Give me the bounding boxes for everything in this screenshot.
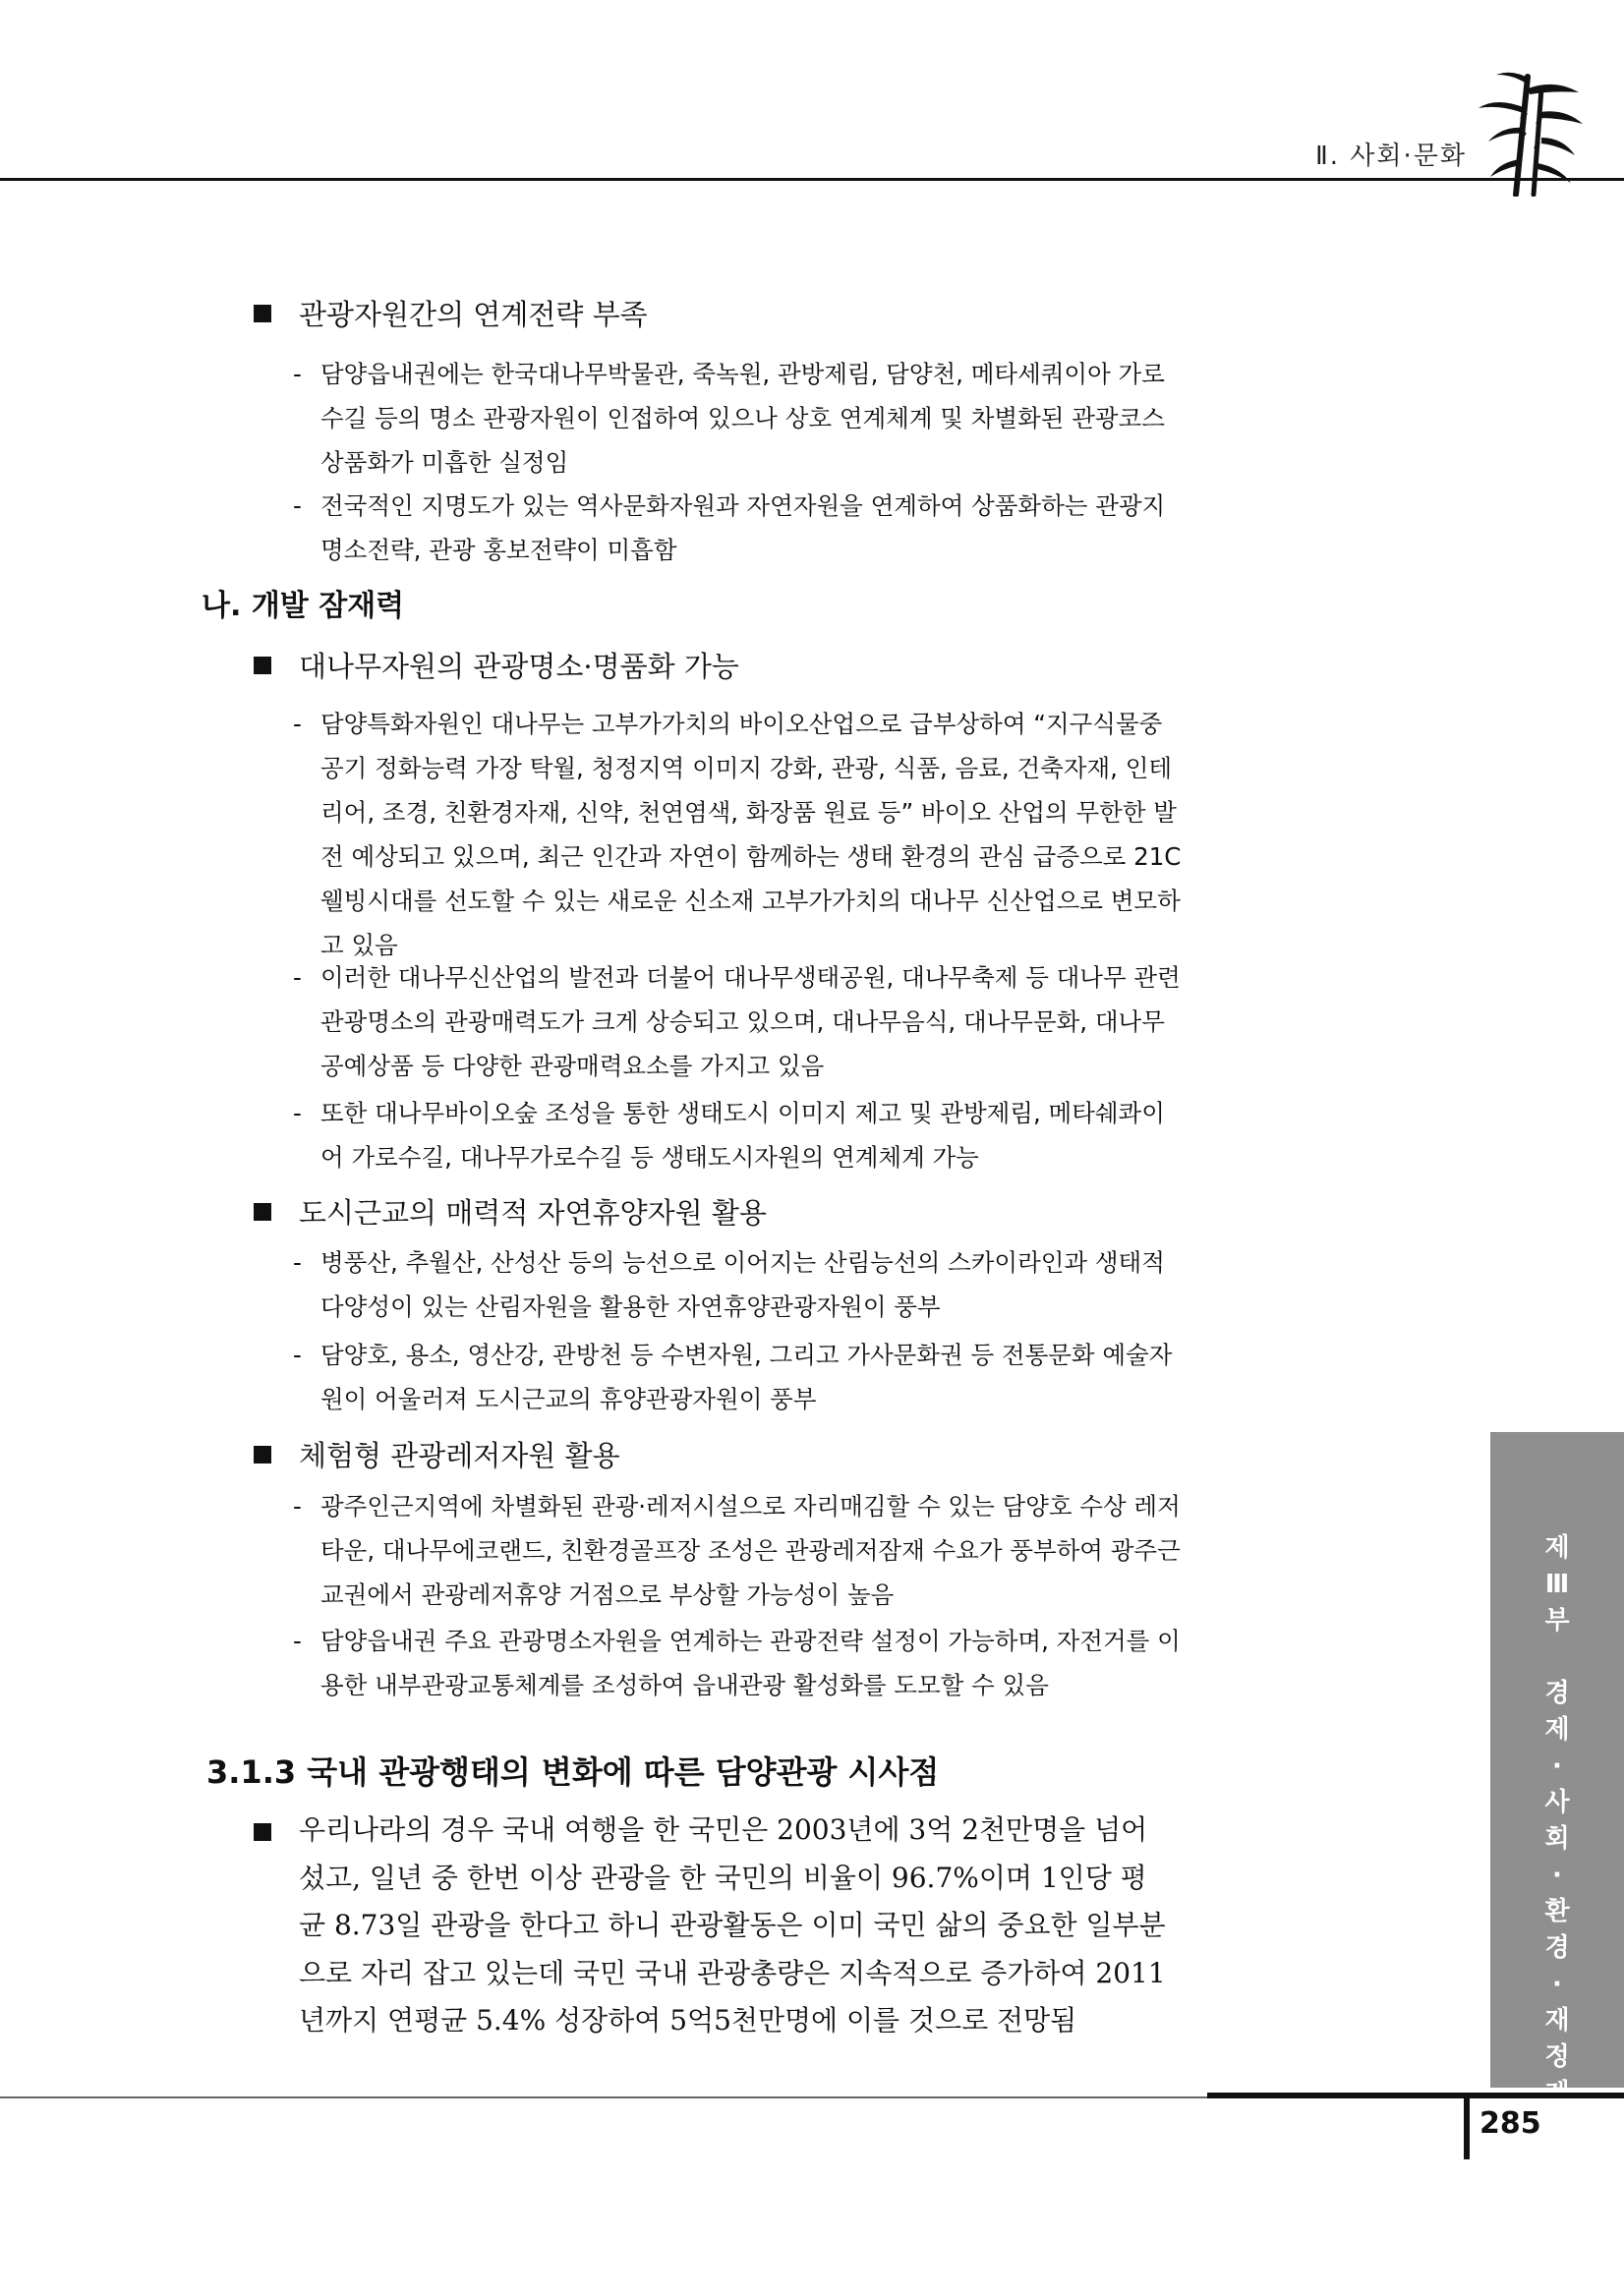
dash-item-3: - 담양특화자원인 대나무는 고부가가치의 바이오산업으로 급부상하여 “지구식물중 공기 정화능력 가장 탁월, 청정지역 이미지 강화, 관광, 식품, 음료, 건축자재, 인테리어, 조경, 친환경자재, 신약, 천연염색, 화장품 원료 등” 바이오 산업의 무한한 발전 예상되고 있으며, 최근 인간과 자연이 함께하는 생태 환경의 관심 급증으로 21C 웰빙시대를 선도할 수 있는 새로운 신소재 고부가가치의 대나무 신산업으로 변모하고 있음 <box>293 710 1182 959</box>
section-heading: 나. 개발 잠재력 <box>202 589 405 623</box>
bullet-heading-4: 체험형 관광레저자원 활용 <box>254 1434 620 1474</box>
bullet-heading-3: 도시근교의 매력적 자연휴양자원 활용 <box>254 1191 767 1232</box>
dash-item-5: - 또한 대나무바이오숲 조성을 통한 생태도시 이미지 제고 및 관방제림, 메타쉐콰이어 가로수길, 대나무가로수길 등 생태도시자원의 연계체계 가능 <box>293 1099 1165 1172</box>
bullet-heading-2: 대나무자원의 관광명소·명품화 가능 <box>254 645 739 685</box>
page-number-divider <box>1464 2093 1470 2159</box>
square-bullet-icon <box>254 305 271 322</box>
dash-item-8: - 광주인근지역에 차별화된 관광·레저시설으로 자리매김할 수 있는 담양호 수상 레저타운, 대나무에코랜드, 친환경골프장 조성은 관광레저잠재 수요가 풍부하여 광주근교권에서 관광레저휴양 거점으로 부상할 가능성이 높음 <box>293 1492 1181 1609</box>
square-bullet-icon <box>254 1446 271 1464</box>
square-bullet-icon <box>254 657 271 674</box>
page-number: 285 <box>1479 2106 1541 2141</box>
square-bullet-icon <box>254 1823 271 1841</box>
bullet-heading-1: 관광자원간의 연계전략 부족 <box>254 293 648 333</box>
footer-rule-thick <box>1207 2093 1624 2098</box>
dash-item-7: - 담양호, 용소, 영산강, 관방천 등 수변자원, 그리고 가사문화권 등 전통문화 예술자원이 어울러져 도시근교의 휴양관광자원이 풍부 <box>293 1341 1173 1413</box>
chapter-header: Ⅱ. 사회·문화 <box>1314 142 1467 171</box>
dash-item-9: - 담양읍내권 주요 관광명소자원을 연계하는 관광전략 설정이 가능하며, 자전거를 이용한 내부관광교통체계를 조성하여 읍내관광 활성화를 도모할 수 있음 <box>293 1627 1181 1699</box>
part-sidebar-label: 제 Ⅲ 부 경 제 · 사 회 · 환 경 · 재 정 획 <box>1544 1533 1570 2145</box>
header-rule <box>0 178 1624 181</box>
dash-item-2: - 전국적인 지명도가 있는 역사문화자원과 자연자원을 연계하여 상품화하는 관광지 명소전략, 관광 홍보전략이 미흡함 <box>293 491 1166 564</box>
footer-rule <box>0 2096 1207 2098</box>
dash-item-1: - 담양읍내권에는 한국대나무박물관, 죽녹원, 관방제림, 담양천, 메타세쿼이아 가로수길 등의 명소 관광자원이 인접하여 있으나 상호 연계체계 및 차별화된 관광코스상품화가 미흡한 실정임 <box>293 360 1165 477</box>
square-bullet-icon <box>254 1203 271 1221</box>
subsection-heading: 3.1.3 국내 관광행태의 변화에 따른 담양관광 시사점 <box>206 1753 940 1791</box>
dash-item-4: - 이러한 대나무신산업의 발전과 더불어 대나무생태공원, 대나무축제 등 대나무 관련 관광명소의 관광매력도가 크게 상승되고 있으며, 대나무음식, 대나무문화, 대나무공예상품 등 다양한 관광매력요소를 가지고 있음 <box>293 963 1181 1080</box>
dash-item-6: - 병풍산, 추월산, 산성산 등의 능선으로 이어지는 산림능선의 스카이라인과 생태적 다양성이 있는 산림자원을 활용한 자연휴양관광자원이 풍부 <box>293 1248 1165 1321</box>
body-paragraph: 우리나라의 경우 국내 여행을 한 국민은 2003년에 3억 2천만명을 넘어섰고, 일년 중 한번 이상 관광을 한 국민의 비율이 96.7%이며 1인당 평균 8.73일 관광을 한다고 하니 관광활동은 이미 국민 삶의 중요한 일부분으로 자리 잡고 있는데 국민 국내 관광총량은 지속적으로 증가하여 2011년까지 연평균 5.4% 성장하여 5억5천만명에 이를 것으로 전망됨 <box>254 1807 1168 2045</box>
